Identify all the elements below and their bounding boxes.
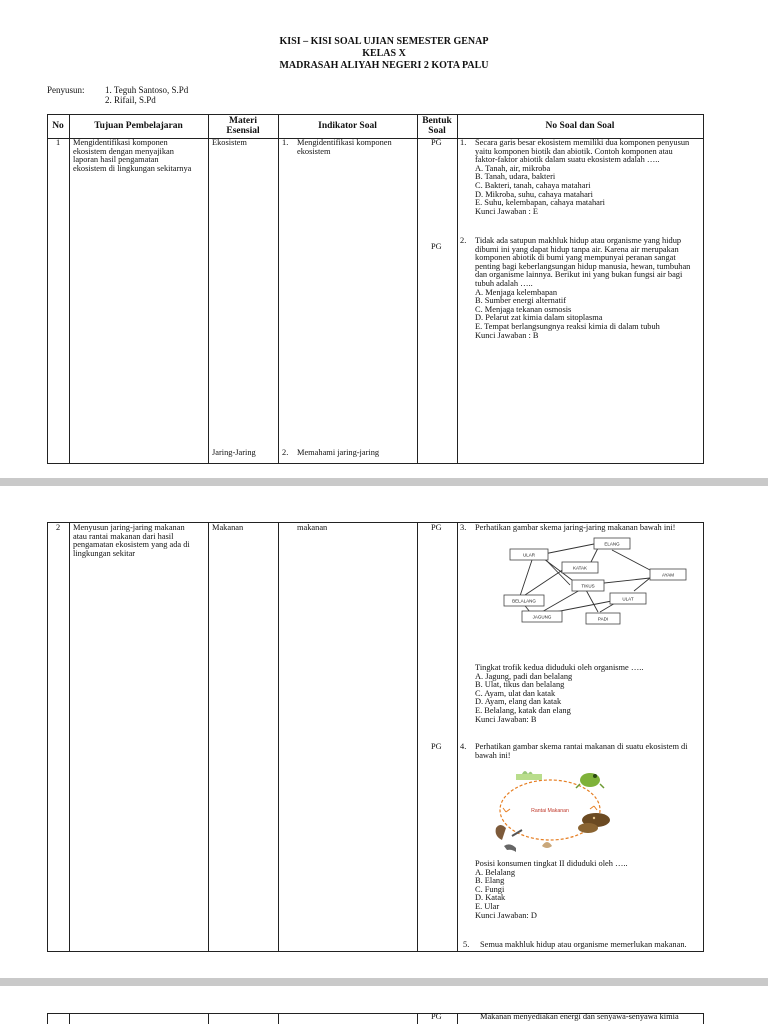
row-number: 2 bbox=[56, 523, 61, 532]
option: E. Ular bbox=[475, 902, 500, 911]
tujuan-line: atau rantai makanan dari hasil bbox=[73, 531, 174, 541]
node-label: JAGUNG bbox=[532, 614, 552, 620]
node-label: ULAR bbox=[522, 552, 536, 558]
bentuk-soal: PG bbox=[431, 1012, 442, 1021]
stem-line: tubuh adalah ….. bbox=[475, 279, 533, 288]
option: D. Katak bbox=[475, 893, 506, 903]
col-bentuk-1: Bentuk bbox=[422, 116, 452, 126]
col-no: No bbox=[52, 121, 64, 131]
tujuan-line: ekosistem di lingkungan sekitarnya bbox=[73, 163, 192, 173]
node-label: PADI bbox=[597, 616, 609, 622]
node-label: BELALANG bbox=[512, 598, 536, 604]
tujuan-line: ekosistem dengan menyajikan bbox=[73, 146, 174, 156]
question-text: Posisi konsumen tingkat II diduduki oleh ….. bbox=[475, 859, 628, 868]
bentuk-soal: PG bbox=[431, 523, 442, 532]
materi-text-2: Jaring-Jaring bbox=[212, 448, 256, 457]
tujuan-line: laporan hasil pengamatan bbox=[73, 155, 159, 165]
bentuk-soal: PG bbox=[431, 138, 442, 147]
stem-line: dan organisme lainnya. Berikut ini yang bukan fungsi air bagi bbox=[475, 270, 683, 280]
page-1 bbox=[0, 0, 768, 478]
food-web-diagram bbox=[500, 536, 690, 628]
col-bentuk-2: Soal bbox=[428, 126, 446, 136]
option: C. Fungi bbox=[475, 884, 505, 894]
question-number: 1. bbox=[460, 138, 467, 147]
question-text: Tingkat trofik kedua diduduki oleh organisme ….. bbox=[475, 663, 644, 672]
materi-text: Makanan bbox=[212, 523, 244, 532]
answer-key: Kunci Jawaban: B bbox=[475, 714, 537, 724]
stem-line: dibumi ini yang dapat hidup tanpa air. Karena air merupakan bbox=[475, 244, 679, 254]
indikator-line: ekosistem bbox=[297, 146, 331, 156]
doc-class: KELAS X bbox=[362, 48, 406, 59]
indikator-line: Memahami jaring-jaring bbox=[297, 448, 380, 457]
col-indikator: Indikator Soal bbox=[318, 121, 377, 131]
author-1: 1. Teguh Santoso, S.Pd bbox=[105, 85, 189, 95]
node-label: AYAM bbox=[661, 572, 675, 578]
node-label: TIKUS bbox=[581, 583, 595, 589]
answer-key: Kunci Jawaban : E bbox=[475, 206, 539, 216]
tujuan-line: pengamatan ekosistem yang ada di bbox=[73, 540, 190, 550]
answer-key: Kunci Jawaban : B bbox=[475, 330, 539, 340]
stem-line: Tidak ada satupun makhluk hidup atau organisme yang hidup bbox=[475, 236, 682, 245]
option: C. Menjaga tekanan osmosis bbox=[475, 304, 572, 314]
option: B. Elang bbox=[475, 876, 505, 886]
answer-key: Kunci Jawaban: D bbox=[475, 910, 537, 920]
option: E. Belalang, katak dan elang bbox=[475, 706, 571, 715]
penyusun-label: Penyusun: bbox=[47, 85, 85, 95]
option: D. Ayam, elang dan katak bbox=[475, 697, 562, 707]
stem-line: Makanan menyediakan energi dan senyawa-senyawa kimia bbox=[480, 1012, 679, 1021]
col-materi-1: Materi bbox=[229, 116, 257, 126]
option: A. Tanah, air, mikroba bbox=[475, 163, 551, 173]
stem-line: yaitu komponen biotik dan abiotik. Contoh komponen atau bbox=[475, 146, 673, 156]
col-soal: No Soal dan Soal bbox=[545, 121, 615, 131]
doc-school: MADRASAH ALIYAH NEGERI 2 KOTA PALU bbox=[279, 60, 489, 71]
option: B. Tanah, udara, bakteri bbox=[475, 172, 556, 182]
tujuan-line: lingkungan sekitar bbox=[73, 548, 136, 558]
stem-line: bawah ini! bbox=[475, 750, 511, 760]
stem-line: penting bagi keberlangsungan hidup manusia, hewan, tumbuhan bbox=[475, 261, 691, 271]
page-2 bbox=[0, 486, 768, 978]
stem-line: Semua makhluk hidup atau organisme memerlukan makanan. bbox=[480, 940, 687, 949]
doc-title: KISI – KISI SOAL UJIAN SEMESTER GENAP bbox=[279, 36, 489, 47]
stem-line: Perhatikan gambar skema rantai makanan di suatu ekosistem di bbox=[475, 742, 688, 751]
food-chain-figure bbox=[482, 766, 622, 856]
page-3 bbox=[0, 986, 768, 1024]
option: E. Suhu, kelembapan, cahaya matahari bbox=[475, 198, 605, 208]
indikator-line: makanan bbox=[297, 523, 328, 532]
stem-line: Perhatikan gambar skema jaring-jaring makanan bawah ini! bbox=[475, 523, 676, 532]
author-2: 2. Rifail, S.Pd bbox=[105, 95, 156, 105]
node-label: KATAK bbox=[572, 565, 588, 571]
option: C. Bakteri, tanah, cahaya matahari bbox=[475, 181, 591, 190]
tujuan-line: Menyusun jaring-jaring makanan bbox=[73, 523, 185, 532]
question-number: 2. bbox=[460, 236, 467, 245]
option: C. Ayam, ulat dan katak bbox=[475, 688, 556, 698]
indikator-line: Mengidentifikasi komponen bbox=[297, 138, 392, 147]
col-tujuan: Tujuan Pembelajaran bbox=[94, 121, 183, 131]
question-number: 5. bbox=[463, 940, 470, 949]
stem-line: faktor-faktor abiotik dalam suatu ekosistem adalah ….. bbox=[475, 155, 660, 165]
option: D. Pelarut zat kimia dalam sitoplasma bbox=[475, 313, 603, 323]
option: A. Belalang bbox=[475, 867, 516, 877]
bentuk-soal: PG bbox=[431, 242, 442, 251]
materi-text: Ekosistem bbox=[212, 138, 247, 147]
bentuk-soal: PG bbox=[431, 742, 442, 751]
row-number: 1 bbox=[56, 138, 61, 147]
stem-line: komponen abiotik di bumi yang mempunyai peranan sangat bbox=[475, 253, 676, 263]
indikator-number: 2. bbox=[282, 448, 289, 457]
question-number: 4. bbox=[460, 742, 467, 751]
tujuan-line: Mengidentifikasi komponen bbox=[73, 138, 168, 147]
option: D. Mikroba, suhu, cahaya matahari bbox=[475, 189, 593, 199]
option: A. Jagung, padi dan belalang bbox=[475, 671, 573, 681]
option: E. Tempat berlangsungnya reaksi kimia di dalam tubuh bbox=[475, 322, 660, 331]
col-materi-2: Esensial bbox=[226, 126, 260, 136]
option: B. Ulat, tikus dan belalang bbox=[475, 680, 565, 690]
figure-caption: Rantai Makanan bbox=[531, 808, 569, 814]
question-number: 3. bbox=[460, 523, 467, 532]
stem-line: Secara garis besar ekosistem memiliki dua komponen penyusun bbox=[475, 138, 690, 147]
node-label: ULAT bbox=[622, 596, 634, 602]
indikator-number: 1. bbox=[282, 138, 289, 147]
node-label: ELANG bbox=[604, 541, 620, 547]
option: A. Menjaga kelembapan bbox=[475, 287, 558, 297]
option: B. Sumber energi alternatif bbox=[475, 296, 567, 306]
